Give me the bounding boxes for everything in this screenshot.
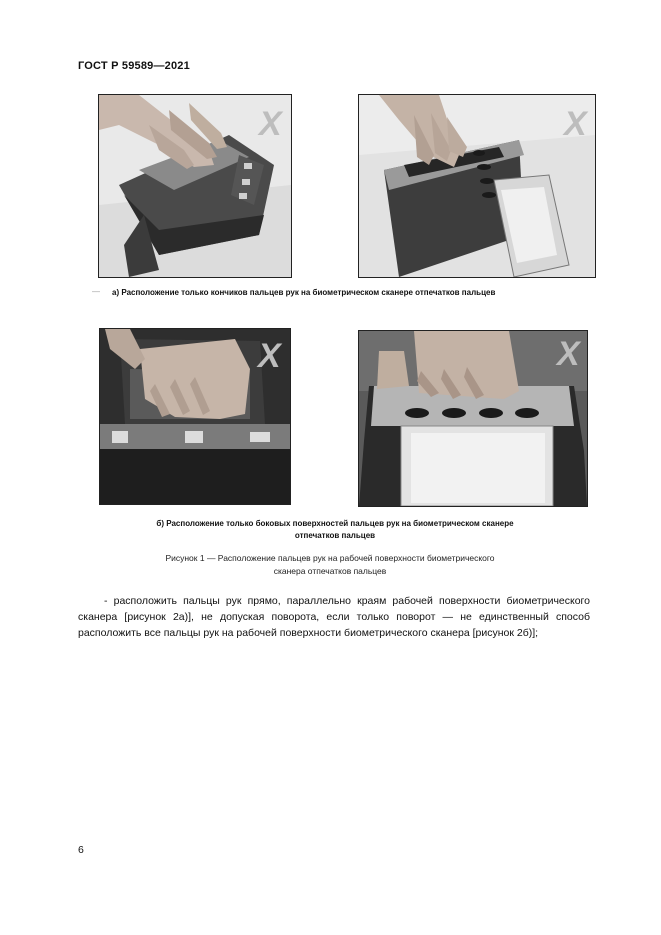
caption-b-line2: отпечатков пальцев <box>294 531 376 540</box>
document-header: ГОСТ Р 59589—2021 <box>78 60 190 72</box>
x-mark-icon: X <box>564 105 587 143</box>
scanner-photo-image <box>359 331 587 506</box>
x-mark-icon: X <box>258 337 281 375</box>
caption-b-line1: б) Расположение только боковых поверхностей пальцев рук на биометрическом сканере <box>156 519 514 528</box>
figure-caption-line1: Рисунок 1 — Расположение пальцев рук на рабочей поверхности биометрического <box>165 553 495 563</box>
figure-caption <box>120 552 540 578</box>
page-number: 6 <box>78 844 84 856</box>
x-mark-icon: X <box>259 105 282 143</box>
photo-fingertips-right <box>358 94 596 278</box>
body-paragraph <box>78 593 590 641</box>
photo-finger-sides-right <box>358 330 588 507</box>
figure-caption-line2: сканера отпечатков пальцев <box>273 566 387 576</box>
photo-fingertips-left <box>98 94 292 278</box>
caption-a: а) Расположение только кончиков пальцев рук на биометрическом сканере отпечатков пальцев <box>112 288 496 297</box>
photo-finger-sides-left <box>99 328 291 505</box>
scanner-photo-image <box>359 95 595 277</box>
x-mark-icon: X <box>557 335 580 373</box>
body-paragraph-text: - расположить пальцы рук прямо, параллельно краям рабочей поверхности биометрического сканера [рисунок 2а)], не допуская поворота, если только поворот — не единственный способ расположить все пальцы рук на рабочей поверхности биометрического сканера [рисунок 2б)]; <box>78 595 590 639</box>
scanner-photo-image <box>99 95 291 277</box>
caption-marker: — <box>92 287 100 296</box>
scanner-photo-image <box>100 329 290 504</box>
